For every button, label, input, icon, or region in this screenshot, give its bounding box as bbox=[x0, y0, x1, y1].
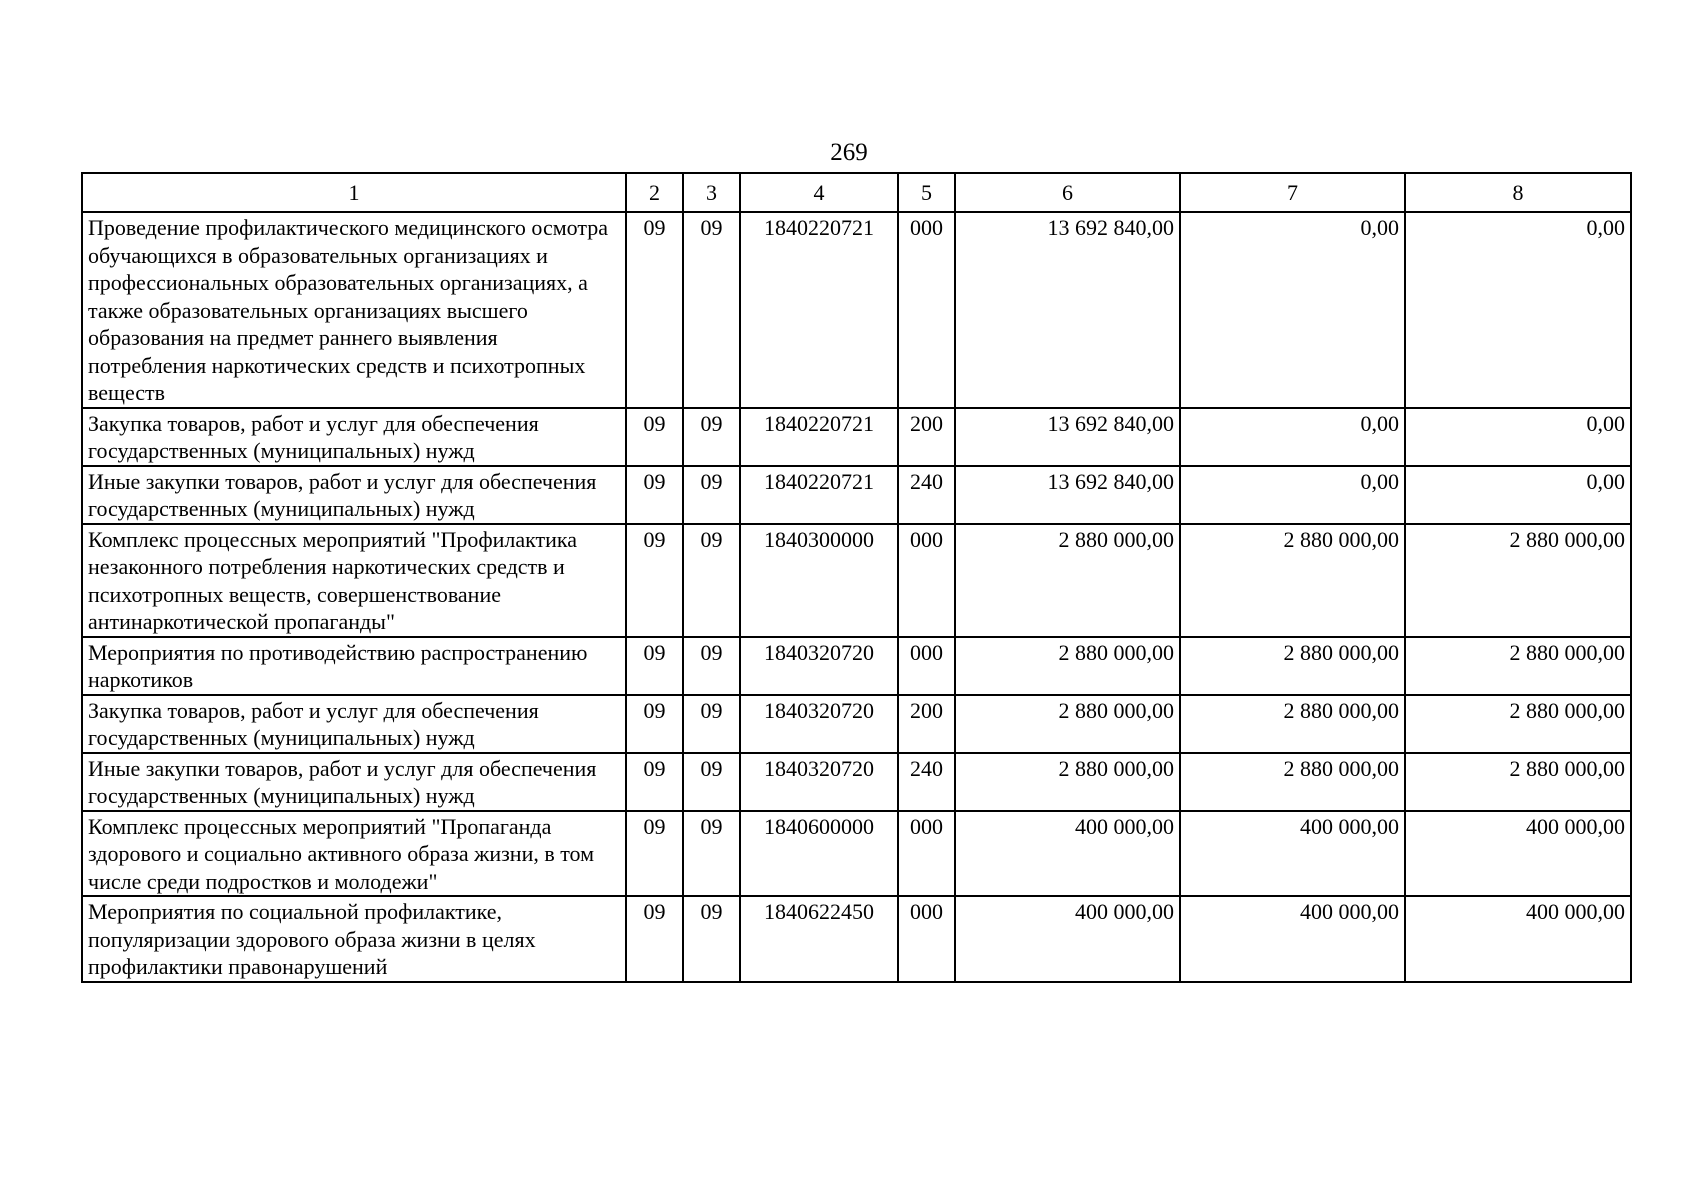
column-header: 6 bbox=[955, 173, 1180, 212]
target-article-code: 1840220721 bbox=[740, 212, 898, 408]
column-header: 3 bbox=[683, 173, 740, 212]
table-row bbox=[82, 524, 1631, 637]
amount-col-6: 2 880 000,00 bbox=[955, 695, 1180, 753]
section-code: 09 bbox=[626, 212, 683, 408]
row-name: Иные закупки товаров, работ и услуг для обеспечения государственных (муниципальных) нужд bbox=[82, 466, 626, 524]
amount-col-7: 400 000,00 bbox=[1180, 811, 1405, 897]
subsection-code: 09 bbox=[683, 466, 740, 524]
target-article-code: 1840320720 bbox=[740, 695, 898, 753]
target-article-code: 1840220721 bbox=[740, 466, 898, 524]
amount-col-7: 0,00 bbox=[1180, 408, 1405, 466]
subsection-code: 09 bbox=[683, 637, 740, 695]
target-article-code: 1840600000 bbox=[740, 811, 898, 897]
expense-type-code: 200 bbox=[898, 408, 955, 466]
table-row bbox=[82, 811, 1631, 897]
section-code: 09 bbox=[626, 896, 683, 982]
amount-col-8: 2 880 000,00 bbox=[1405, 637, 1631, 695]
section-code: 09 bbox=[626, 466, 683, 524]
expense-type-code: 240 bbox=[898, 466, 955, 524]
target-article-code: 1840320720 bbox=[740, 753, 898, 811]
section-code: 09 bbox=[626, 637, 683, 695]
amount-col-8: 400 000,00 bbox=[1405, 896, 1631, 982]
expense-type-code: 000 bbox=[898, 637, 955, 695]
column-header: 2 bbox=[626, 173, 683, 212]
row-name: Комплекс процессных мероприятий "Профилактика незаконного потребления наркотических средств и психотропных веществ, совершенствование антинаркотической пропаганды" bbox=[82, 524, 626, 637]
subsection-code: 09 bbox=[683, 896, 740, 982]
amount-col-6: 400 000,00 bbox=[955, 896, 1180, 982]
expense-type-code: 000 bbox=[898, 212, 955, 408]
expense-type-code: 000 bbox=[898, 896, 955, 982]
section-code: 09 bbox=[626, 695, 683, 753]
table-row bbox=[82, 695, 1631, 753]
section-code: 09 bbox=[626, 811, 683, 897]
target-article-code: 1840320720 bbox=[740, 637, 898, 695]
section-code: 09 bbox=[626, 408, 683, 466]
table-row bbox=[82, 753, 1631, 811]
amount-col-8: 2 880 000,00 bbox=[1405, 524, 1631, 637]
header-row bbox=[82, 173, 1631, 212]
expense-type-code: 000 bbox=[898, 524, 955, 637]
amount-col-7: 0,00 bbox=[1180, 466, 1405, 524]
amount-col-7: 2 880 000,00 bbox=[1180, 753, 1405, 811]
column-header: 1 bbox=[82, 173, 626, 212]
page-number: 269 bbox=[830, 139, 868, 166]
amount-col-8: 2 880 000,00 bbox=[1405, 695, 1631, 753]
row-name: Мероприятия по социальной профилактике, популяризации здорового образа жизни в целях профилактики правонарушений bbox=[82, 896, 626, 982]
section-code: 09 bbox=[626, 753, 683, 811]
row-name: Комплекс процессных мероприятий "Пропаганда здорового и социально активного образа жизни, в том числе среди подростков и молодежи" bbox=[82, 811, 626, 897]
amount-col-7: 0,00 bbox=[1180, 212, 1405, 408]
table-row bbox=[82, 212, 1631, 408]
target-article-code: 1840220721 bbox=[740, 408, 898, 466]
table-row bbox=[82, 466, 1631, 524]
subsection-code: 09 bbox=[683, 212, 740, 408]
amount-col-7: 2 880 000,00 bbox=[1180, 695, 1405, 753]
budget-table bbox=[81, 172, 1632, 983]
amount-col-7: 2 880 000,00 bbox=[1180, 637, 1405, 695]
amount-col-8: 0,00 bbox=[1405, 408, 1631, 466]
amount-col-6: 400 000,00 bbox=[955, 811, 1180, 897]
amount-col-7: 2 880 000,00 bbox=[1180, 524, 1405, 637]
column-header: 8 bbox=[1405, 173, 1631, 212]
row-name: Закупка товаров, работ и услуг для обеспечения государственных (муниципальных) нужд bbox=[82, 695, 626, 753]
row-name: Закупка товаров, работ и услуг для обеспечения государственных (муниципальных) нужд bbox=[82, 408, 626, 466]
table-row bbox=[82, 896, 1631, 982]
table-row bbox=[82, 637, 1631, 695]
subsection-code: 09 bbox=[683, 811, 740, 897]
row-name: Мероприятия по противодействию распространению наркотиков bbox=[82, 637, 626, 695]
subsection-code: 09 bbox=[683, 695, 740, 753]
target-article-code: 1840622450 bbox=[740, 896, 898, 982]
expense-type-code: 200 bbox=[898, 695, 955, 753]
section-code: 09 bbox=[626, 524, 683, 637]
column-header: 7 bbox=[1180, 173, 1405, 212]
amount-col-8: 0,00 bbox=[1405, 212, 1631, 408]
amount-col-8: 400 000,00 bbox=[1405, 811, 1631, 897]
subsection-code: 09 bbox=[683, 753, 740, 811]
subsection-code: 09 bbox=[683, 524, 740, 637]
expense-type-code: 240 bbox=[898, 753, 955, 811]
subsection-code: 09 bbox=[683, 408, 740, 466]
row-name: Проведение профилактического медицинского осмотра обучающихся в образовательных организациях и профессиональных образовательных организациях, а также образовательных организациях высшего образования на предмет раннего выявления потребления наркотических средств и психотропных веществ bbox=[82, 212, 626, 408]
amount-col-8: 0,00 bbox=[1405, 466, 1631, 524]
column-header: 5 bbox=[898, 173, 955, 212]
amount-col-6: 13 692 840,00 bbox=[955, 466, 1180, 524]
table-row bbox=[82, 408, 1631, 466]
amount-col-7: 400 000,00 bbox=[1180, 896, 1405, 982]
amount-col-6: 13 692 840,00 bbox=[955, 408, 1180, 466]
column-header: 4 bbox=[740, 173, 898, 212]
amount-col-6: 2 880 000,00 bbox=[955, 753, 1180, 811]
amount-col-8: 2 880 000,00 bbox=[1405, 753, 1631, 811]
expense-type-code: 000 bbox=[898, 811, 955, 897]
amount-col-6: 13 692 840,00 bbox=[955, 212, 1180, 408]
row-name: Иные закупки товаров, работ и услуг для обеспечения государственных (муниципальных) нужд bbox=[82, 753, 626, 811]
target-article-code: 1840300000 bbox=[740, 524, 898, 637]
amount-col-6: 2 880 000,00 bbox=[955, 524, 1180, 637]
amount-col-6: 2 880 000,00 bbox=[955, 637, 1180, 695]
